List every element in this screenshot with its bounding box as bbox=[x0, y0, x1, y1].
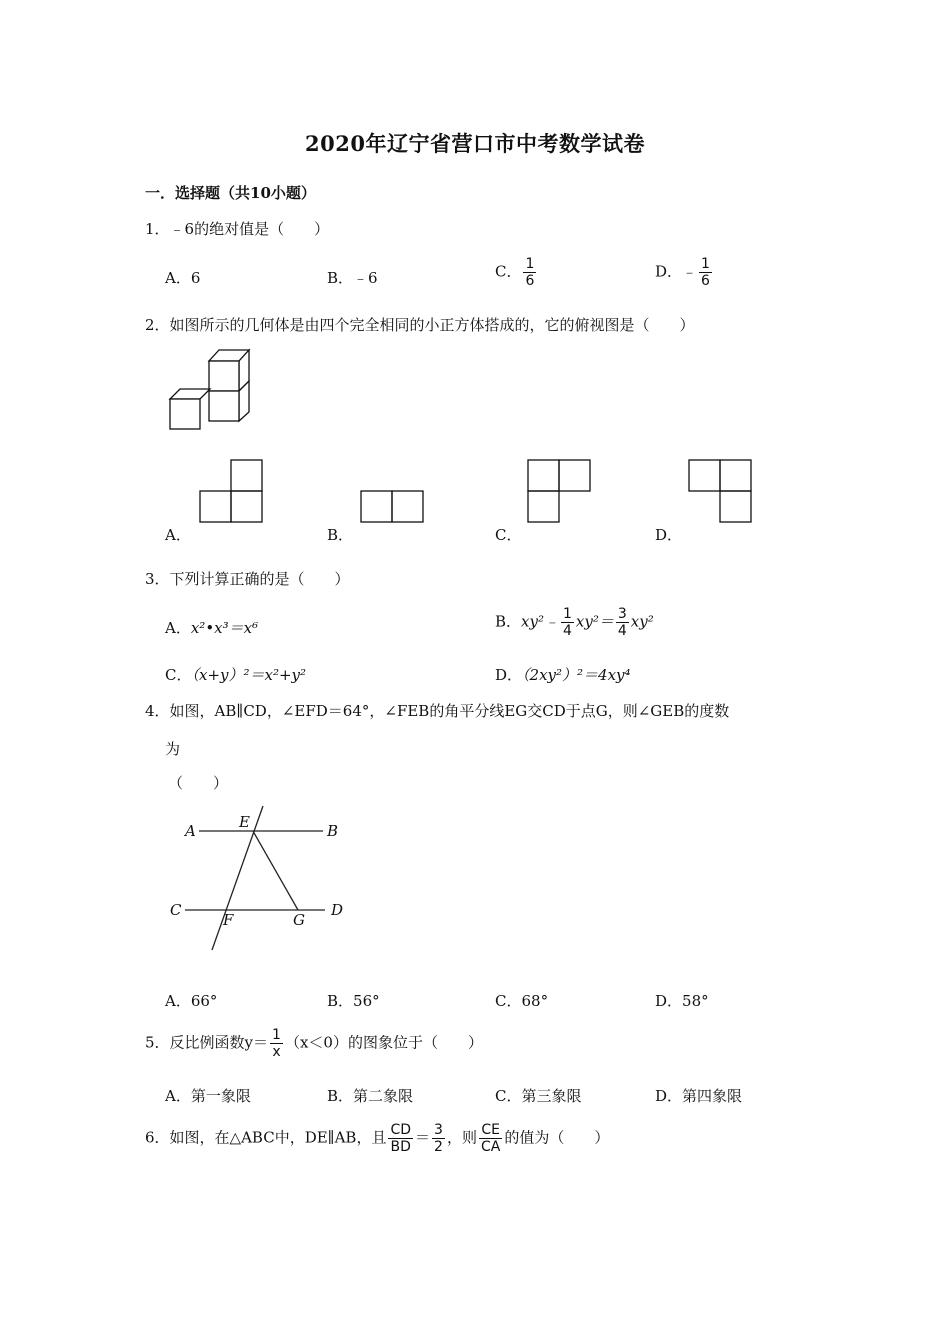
q3-option-a: A．x²•x³＝x⁶ bbox=[165, 619, 259, 637]
q4-label-e: E bbox=[239, 813, 250, 831]
q4-label-a: A bbox=[185, 822, 196, 840]
q3-option-d: D．（2xy²）²＝4xy⁴ bbox=[495, 666, 631, 684]
question-4-stem-line-1: 4．如图，AB∥CD，∠EFD＝64°，∠FEB的角平分线EG交CD于点G，则∠GEB的度数 bbox=[145, 702, 730, 720]
q6-fraction-ce-ca: $\frac{CE}{CA}$ bbox=[480, 1122, 501, 1155]
q6-fraction-3-2: $\frac{3}{2}$ bbox=[434, 1122, 443, 1155]
q3-option-a-expression: x²•x³＝x⁶ bbox=[190, 619, 259, 637]
q1-option-b: B．﹣6 bbox=[327, 269, 378, 287]
q2-option-c-figure bbox=[527, 459, 591, 523]
q4-label-b: B bbox=[327, 822, 339, 840]
q2-option-b-figure bbox=[360, 490, 424, 523]
q1-option-d: D．﹣ $\frac{1}{6}$ bbox=[655, 256, 710, 289]
q4-option-a: A．66° bbox=[165, 992, 218, 1010]
q5-option-a: A．第一象限 bbox=[165, 1087, 251, 1105]
q4-label-f: F bbox=[223, 911, 234, 929]
question-4-stem-line-3: （ ） bbox=[168, 774, 229, 792]
q4-option-c: C．68° bbox=[495, 992, 549, 1010]
q4-label-g: G bbox=[293, 911, 305, 929]
q3-option-b-fraction-1: $\frac{1}{4}$ bbox=[562, 606, 572, 639]
q5-option-c: C．第三象限 bbox=[495, 1087, 582, 1105]
q1-option-c-label: C． bbox=[495, 262, 522, 281]
q3-option-c: C．（x+y）²＝x²+y² bbox=[165, 666, 307, 684]
q1-option-d-label: D． bbox=[655, 262, 683, 281]
section-header: 一．选择题（共10小题） bbox=[145, 184, 316, 202]
q2-option-a: A． bbox=[165, 526, 191, 544]
q3-option-b-fraction-2: $\frac{3}{4}$ bbox=[617, 606, 627, 639]
q3-option-d-expression: （2xy²）²＝4xy⁴ bbox=[522, 666, 631, 684]
q5-fraction: $\frac{1}{x}$ bbox=[272, 1027, 281, 1060]
q2-option-a-figure bbox=[199, 459, 263, 523]
q2-option-b: B． bbox=[327, 526, 354, 544]
q6-fraction-cd-bd: $\frac{CD}{BD}$ bbox=[390, 1122, 412, 1155]
q4-option-d: D．58° bbox=[655, 992, 709, 1010]
q5-option-b: B．第二象限 bbox=[327, 1087, 414, 1105]
q1-option-a: A．6 bbox=[165, 269, 201, 287]
question-6-stem: 6．如图，在△ABC中，DE∥AB，且 $\frac{CD}{BD}$ ＝ $\frac{3}{2}$ ，则 $\frac{CE}{CA}$ 的值为（ ） bbox=[145, 1122, 610, 1155]
q2-option-c: C． bbox=[495, 526, 522, 544]
q3-option-b: B．xy²﹣ $\frac{1}{4}$ xy²＝ $\frac{3}{4}$ xy² bbox=[495, 606, 654, 639]
question-4-stem-line-2: 为 bbox=[165, 740, 181, 758]
q4-label-c: C bbox=[170, 901, 182, 919]
q4-option-b: B．56° bbox=[327, 992, 380, 1010]
page-title: 2020年辽宁省营口市中考数学试卷 bbox=[305, 131, 645, 156]
q5-option-d: D．第四象限 bbox=[655, 1087, 743, 1105]
question-1-stem: 1．﹣6的绝对值是（ ） bbox=[145, 220, 330, 238]
question-3-stem: 3．下列计算正确的是（ ） bbox=[145, 570, 350, 588]
q4-geometry-figure bbox=[165, 800, 355, 960]
q1-option-d-fraction: $\frac{1}{6}$ bbox=[701, 256, 710, 289]
question-5-stem: 5．反比例函数y＝ $\frac{1}{x}$ （x＜0）的图象位于（ ） bbox=[145, 1027, 483, 1060]
q4-label-d: D bbox=[331, 901, 344, 919]
q1-option-c bbox=[495, 256, 538, 289]
q2-cube-figure bbox=[165, 345, 255, 435]
q3-option-c-expression: （x+y）²＝x²+y² bbox=[191, 666, 307, 684]
question-2-stem: 2．如图所示的几何体是由四个完全相同的小正方体搭成的，它的俯视图是（ ） bbox=[145, 316, 695, 334]
q2-option-d: D． bbox=[655, 526, 683, 544]
q1-option-c-fraction: $\frac{1}{6}$ bbox=[525, 256, 535, 289]
q2-option-d-figure bbox=[688, 459, 752, 523]
